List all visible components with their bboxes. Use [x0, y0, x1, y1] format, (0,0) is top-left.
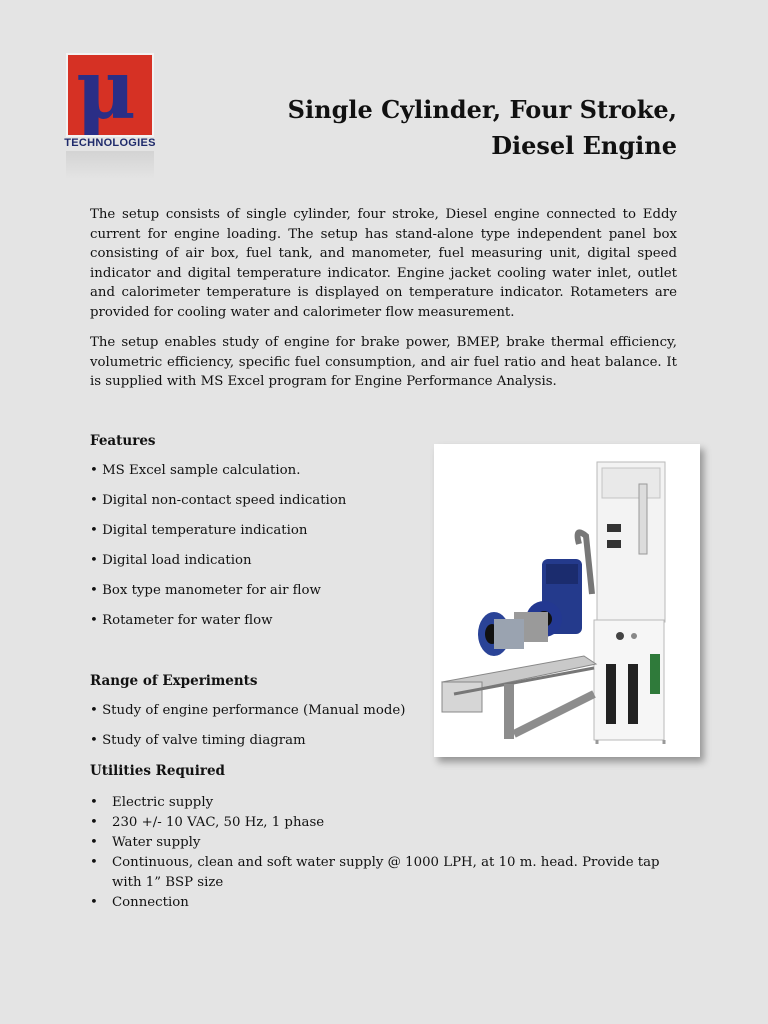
bullet: •	[90, 815, 98, 830]
utilities-list	[90, 793, 677, 913]
page-title: Single Cylinder, Four Stroke, Diesel Engine	[287, 95, 677, 160]
company-logo	[64, 42, 156, 153]
bullet: •	[90, 835, 98, 850]
bullet: •	[90, 895, 98, 910]
engine-illustration	[434, 444, 700, 757]
utilities-heading: Utilities Required	[90, 763, 225, 779]
bullet: •	[90, 795, 98, 810]
bullet: •	[90, 855, 98, 870]
experiment-item: • Study of engine performance (Manual mode)	[90, 703, 406, 718]
utility-item: • Electric supply	[90, 793, 677, 813]
feature-item: • Digital temperature indication	[90, 523, 308, 538]
intro-paragraph-1: The setup consists of single cylinder, four stroke, Diesel engine connected to Eddy current for engine loading. The setup has stand-alone type independent panel box consisting of air box, fuel tank, and manometer, fuel measuring unit, digital speed indicator and digital temperature indicator. Engine jacket cooling water inlet, outlet and calorimeter temperature is displayed on temperature indicator. Rotameters are provided for cooling water and calorimeter flow measurement.	[90, 207, 677, 320]
utility-item: • Connection	[90, 893, 677, 913]
logo-mu-symbol: μ	[76, 42, 137, 138]
feature-item: • Digital non-contact speed indication	[90, 493, 347, 508]
utility-item: • 230 +/- 10 VAC, 50 Hz, 1 phase	[90, 813, 677, 833]
experiment-item: • Study of valve timing diagram	[90, 733, 306, 748]
logo-badge	[66, 42, 154, 138]
feature-item: • Rotameter for water flow	[90, 613, 273, 628]
features-heading: Features	[90, 433, 156, 449]
utility-item: • Water supply	[90, 833, 677, 853]
experiments-heading: Range of Experiments	[90, 673, 258, 689]
utility-item: • Continuous, clean and soft water supply @ 1000 LPH, at 10 m. head. Provide tap with 1” BSP size	[90, 853, 677, 893]
logo-reflection	[66, 151, 154, 179]
feature-item: • MS Excel sample calculation.	[90, 463, 301, 478]
logo-text: TECHNOLOGIES	[64, 137, 156, 149]
intro-paragraph-2: The setup enables study of engine for brake power, BMEP, brake thermal efficiency, volumetric efficiency, specific fuel consumption, and air fuel ratio and heat balance. It is supplied with MS Excel program for Engine Performance Analysis.	[90, 335, 677, 390]
feature-item: • Box type manometer for air flow	[90, 583, 321, 598]
engine-setup-photo	[434, 444, 700, 757]
feature-item: • Digital load indication	[90, 553, 252, 568]
